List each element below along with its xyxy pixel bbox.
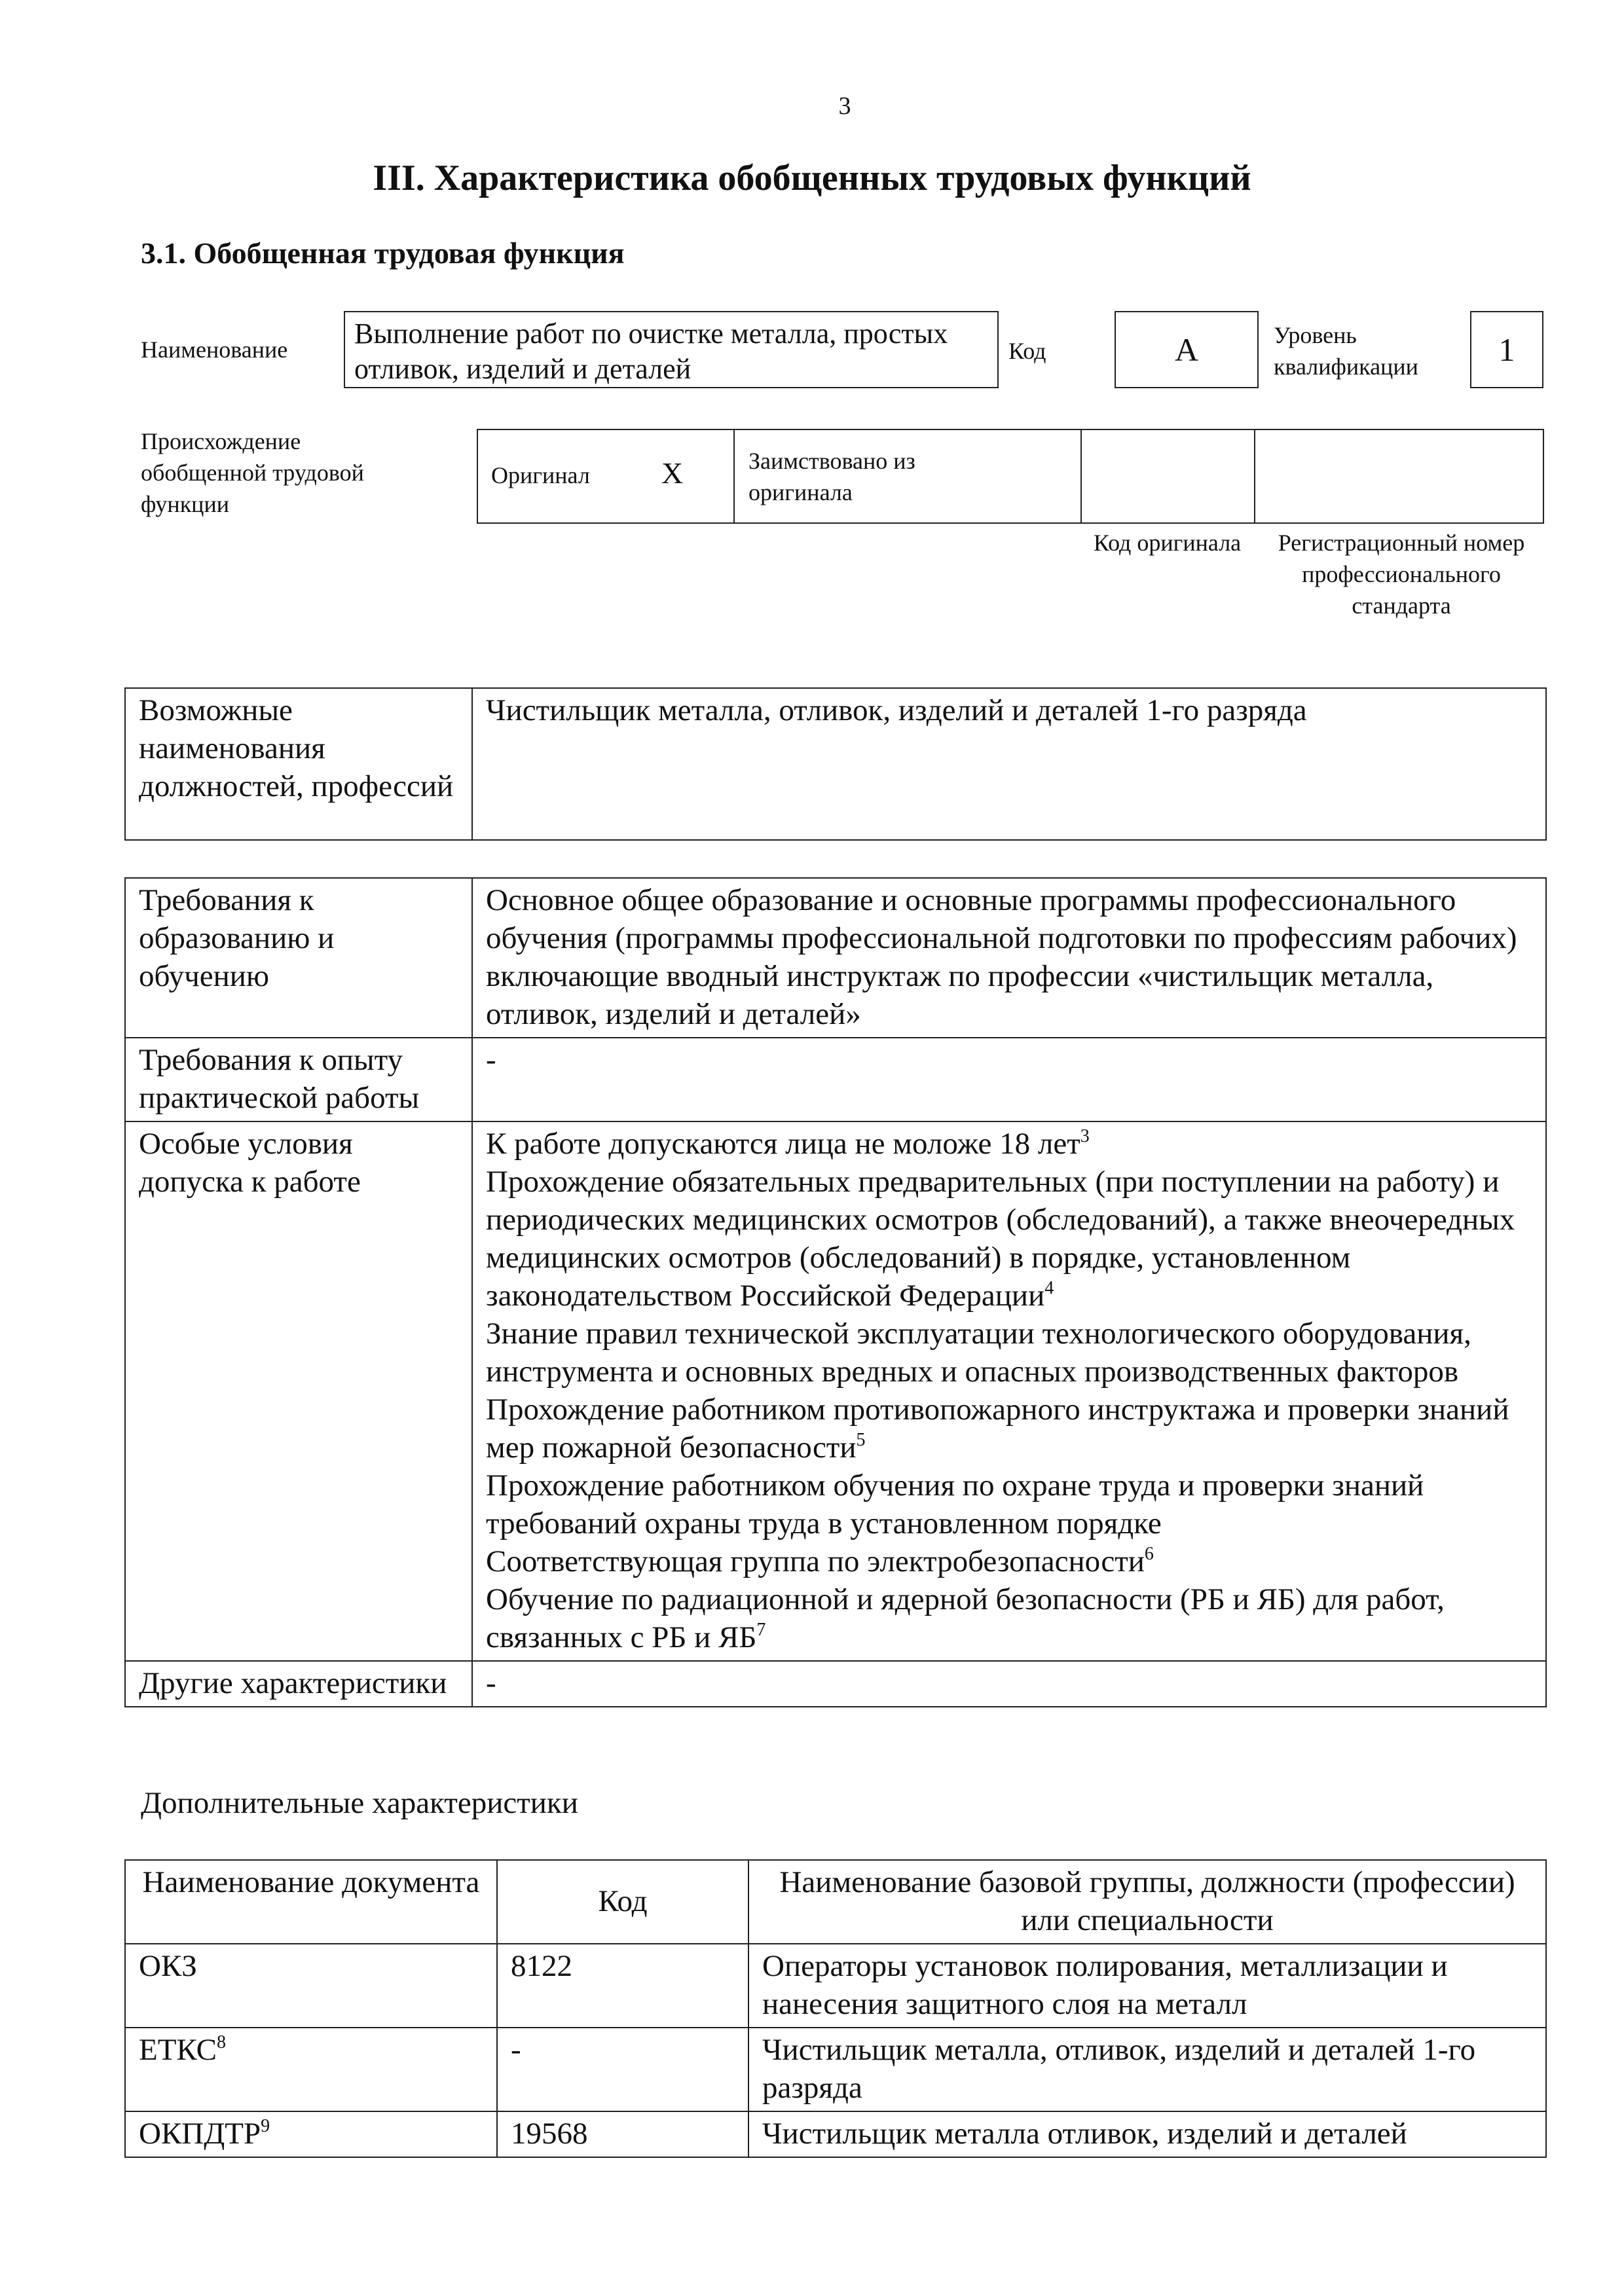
- section-title: III. Характеристика обобщенных трудовых функций: [373, 158, 1251, 198]
- origin-divider: [1080, 429, 1082, 524]
- code-original-caption: Код оригинала: [1093, 530, 1242, 556]
- level-value: 1: [1498, 331, 1515, 368]
- code-cell: -: [497, 2028, 748, 2111]
- origin-divider: [1254, 429, 1255, 524]
- header-code: Код: [497, 1860, 748, 1944]
- origin-label: Происхождение обобщенной трудовой функции: [141, 428, 364, 517]
- table-row: [125, 1661, 1546, 1707]
- original-mark: X: [661, 456, 684, 490]
- level-label: Уровень квалификации: [1274, 322, 1418, 380]
- borrowed-label: Заимствовано из оригинала: [748, 448, 915, 505]
- table-row: [125, 878, 1546, 1038]
- admission-line: Прохождение работником обучения по охране труда и проверки знаний требований охраны труда в установленном порядке: [486, 1468, 1424, 1540]
- doc-cell: ОКЗ: [125, 1944, 497, 2028]
- doc-cell: ЕТКС$^8$: [125, 2028, 497, 2111]
- other-value: -: [472, 1661, 1546, 1707]
- admission-line: Прохождение обязательных предварительных (при поступлении на работу) и периодических медицинских осмотров (обследований), а также внеочередных медицинских осмотров (обследований) в порядке, установленном законодательством Российской Федерации$^4$: [486, 1165, 1515, 1313]
- admission-line: Соответствующая группа по электробезопасности$^6$: [486, 1544, 1154, 1578]
- admission-label: Особые условия допуска к работе: [125, 1121, 472, 1661]
- admission-line: Обучение по радиационной и ядерной безопасности (РБ и ЯБ) для работ, связанных с РБ и $ЯБ^7$: [486, 1582, 1445, 1654]
- admission-value: [472, 1121, 1546, 1661]
- additional-title: Дополнительные характеристики: [141, 1786, 578, 1820]
- name-label: Наименование: [141, 337, 288, 363]
- origin-divider: [733, 429, 735, 524]
- admission-line: Знание правил технической эксплуатации технологического оборудования, инструмента и основных вредных и опасных производственных факторов: [486, 1317, 1471, 1389]
- header-name: Наименование базовой группы, должности (профессии) или специальности: [748, 1860, 1546, 1944]
- page-number: 3: [838, 92, 851, 120]
- code-value: А: [1174, 331, 1199, 368]
- header-doc: Наименование документа: [125, 1860, 497, 1944]
- table-header-row: [125, 1860, 1546, 1944]
- code-cell: 19568: [497, 2111, 748, 2157]
- table-row: [125, 2111, 1546, 2157]
- table-row: [125, 2028, 1546, 2111]
- positions-table: [124, 687, 1547, 841]
- additional-table: [124, 1859, 1547, 2158]
- level-value-box: [1470, 311, 1543, 388]
- requirements-table: [124, 877, 1547, 1707]
- education-value: Основное общее образование и основные программы профессионального обучения (программы профессиональной подготовки по профессиям рабочих) включающие вводный инструктаж по профессии «чистильщик металла, отливок, изделий и деталей»: [472, 878, 1546, 1038]
- code-label: Код: [1008, 338, 1046, 364]
- reg-number-caption: Регистрационный номер профессионального стандарта: [1278, 530, 1525, 619]
- positions-label: Возможные наименования должностей, профессий: [125, 688, 472, 840]
- name-cell: Операторы установок полирования, металлизации и нанесения защитного слоя на металл: [748, 1944, 1546, 2028]
- code-cell: 8122: [497, 1944, 748, 2028]
- admission-line: Прохождение работником противопожарного инструктажа и проверки знаний мер пожарной безопасности$^5$: [486, 1393, 1509, 1465]
- education-label: Требования к образованию и обучению: [125, 878, 472, 1038]
- name-cell: Чистильщик металла, отливок, изделий и деталей 1-го разряда: [748, 2028, 1546, 2111]
- table-row: [125, 1038, 1546, 1121]
- table-row: [125, 688, 1546, 840]
- doc-cell: ОКПДТР$^9$: [125, 2111, 497, 2157]
- table-row: [125, 1121, 1546, 1661]
- positions-value: Чистильщик металла, отливок, изделий и деталей 1-го разряда: [472, 688, 1546, 840]
- table-row: [125, 1944, 1546, 2028]
- experience-value: -: [472, 1038, 1546, 1121]
- original-label: Оригинал: [491, 462, 590, 488]
- name-cell: Чистильщик металла отливок, изделий и деталей: [748, 2111, 1546, 2157]
- name-value: Выполнение работ по очистке металла, простых отливок, изделий и деталей: [354, 318, 948, 385]
- other-label: Другие характеристики: [125, 1661, 472, 1707]
- name-value-box: [344, 311, 999, 388]
- code-value-box: [1115, 311, 1259, 388]
- experience-label: Требования к опыту практической работы: [125, 1038, 472, 1121]
- subsection-title: 3.1. Обобщенная трудовая функция: [141, 236, 625, 270]
- admission-line: К работе допускаются лица не моложе 18 лет$^3$: [486, 1126, 1090, 1161]
